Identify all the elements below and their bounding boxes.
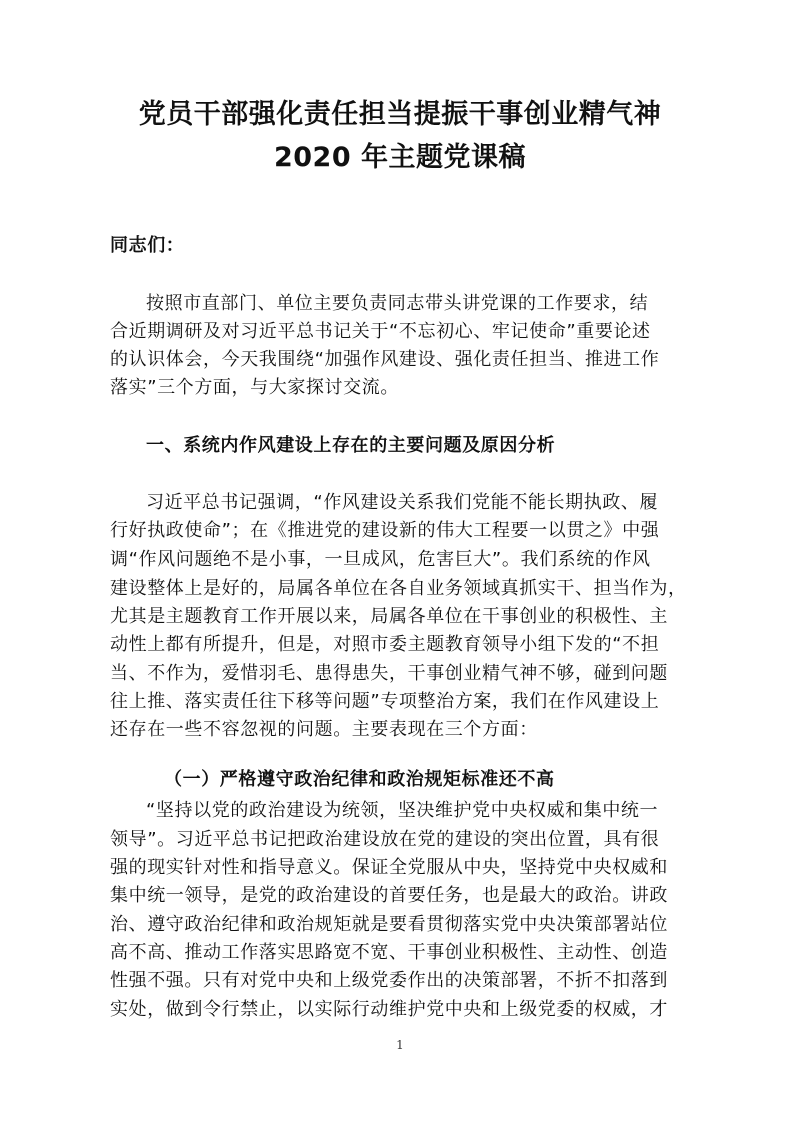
document-title-line-1: 党员干部强化责任担当提振干事创业精气神 bbox=[138, 99, 662, 130]
salutation: 同志们： bbox=[110, 235, 185, 256]
paragraph-line: 性强不强。只有对党中央和上级党委作出的决策部署，不折不扣落到 bbox=[110, 970, 668, 991]
subsection-heading: （一）严格遵守政治纪律和政治规矩标准还不高 bbox=[164, 769, 555, 790]
paragraph-line: 习近平总书记强调，“作风建设关系我们党能不能长期执政、履 bbox=[146, 492, 659, 513]
paragraph-line: 强的现实针对性和指导意义。保证全党服从中央，坚持党中央权威和 bbox=[110, 857, 668, 878]
paragraph-line: 建设整体上是好的，局属各单位在各自业务领域真抓实干、担当作为， bbox=[110, 578, 687, 599]
paragraph-line: 治、遵守政治纪律和政治规矩就是要看贯彻落实党中央决策部署站位 bbox=[110, 914, 668, 935]
paragraph-line: 调“作风问题绝不是小事，一旦成风，危害巨大”。我们系统的作风 bbox=[110, 549, 651, 570]
paragraph-line: “坚持以党的政治建设为统领，坚决维护党中央权威和集中统一 bbox=[146, 800, 659, 821]
intro-line: 按照市直部门、单位主要负责同志带头讲党课的工作要求，结 bbox=[146, 293, 649, 314]
paragraph-line: 往上推、落实责任往下移等问题”专项整治方案，我们在作风建设上 bbox=[110, 691, 660, 712]
paragraph-line: 领导”。习近平总书记把政治建设放在党的建设的突出位置，具有很 bbox=[110, 829, 660, 850]
page-number: 1 bbox=[396, 1038, 404, 1052]
paragraph-line: 还存在一些不容忽视的问题。主要表现在三个方面： bbox=[110, 719, 538, 740]
intro-line: 合近期调研及对习近平总书记关于“不忘初心、牢记使命”重要论述 bbox=[110, 321, 651, 342]
paragraph-line: 当、不作为，爱惜羽毛、患得患失，干事创业精气神不够，碰到问题 bbox=[110, 663, 668, 684]
paragraph-line: 尤其是主题教育工作开展以来，局属各单位在干事创业的积极性、主 bbox=[110, 606, 668, 627]
paragraph-line: 集中统一领导，是党的政治建设的首要任务，也是最大的政治。讲政 bbox=[110, 885, 668, 906]
paragraph-line: 高不高、推动工作落实思路宽不宽、干事创业积极性、主动性、创造 bbox=[110, 942, 668, 963]
paragraph-line: 动性上都有所提升，但是，对照市委主题教育领导小组下发的“不担 bbox=[110, 634, 660, 655]
intro-line: 落实”三个方面，与大家探讨交流。 bbox=[110, 377, 399, 398]
section-heading: 一、系统内作风建设上存在的主要问题及原因分析 bbox=[146, 435, 556, 456]
paragraph-line: 行好执政使命”；在《推进党的建设新的伟大工程要一以贯之》中强 bbox=[110, 520, 660, 541]
document-title-line-2: 2020 年主题党课稿 bbox=[273, 142, 527, 173]
intro-line: 的认识体会，今天我围绕“加强作风建设、强化责任担当、推进工作 bbox=[110, 349, 660, 370]
paragraph-line: 实处，做到令行禁止，以实际行动维护党中央和上级党委的权威，才 bbox=[110, 999, 668, 1020]
